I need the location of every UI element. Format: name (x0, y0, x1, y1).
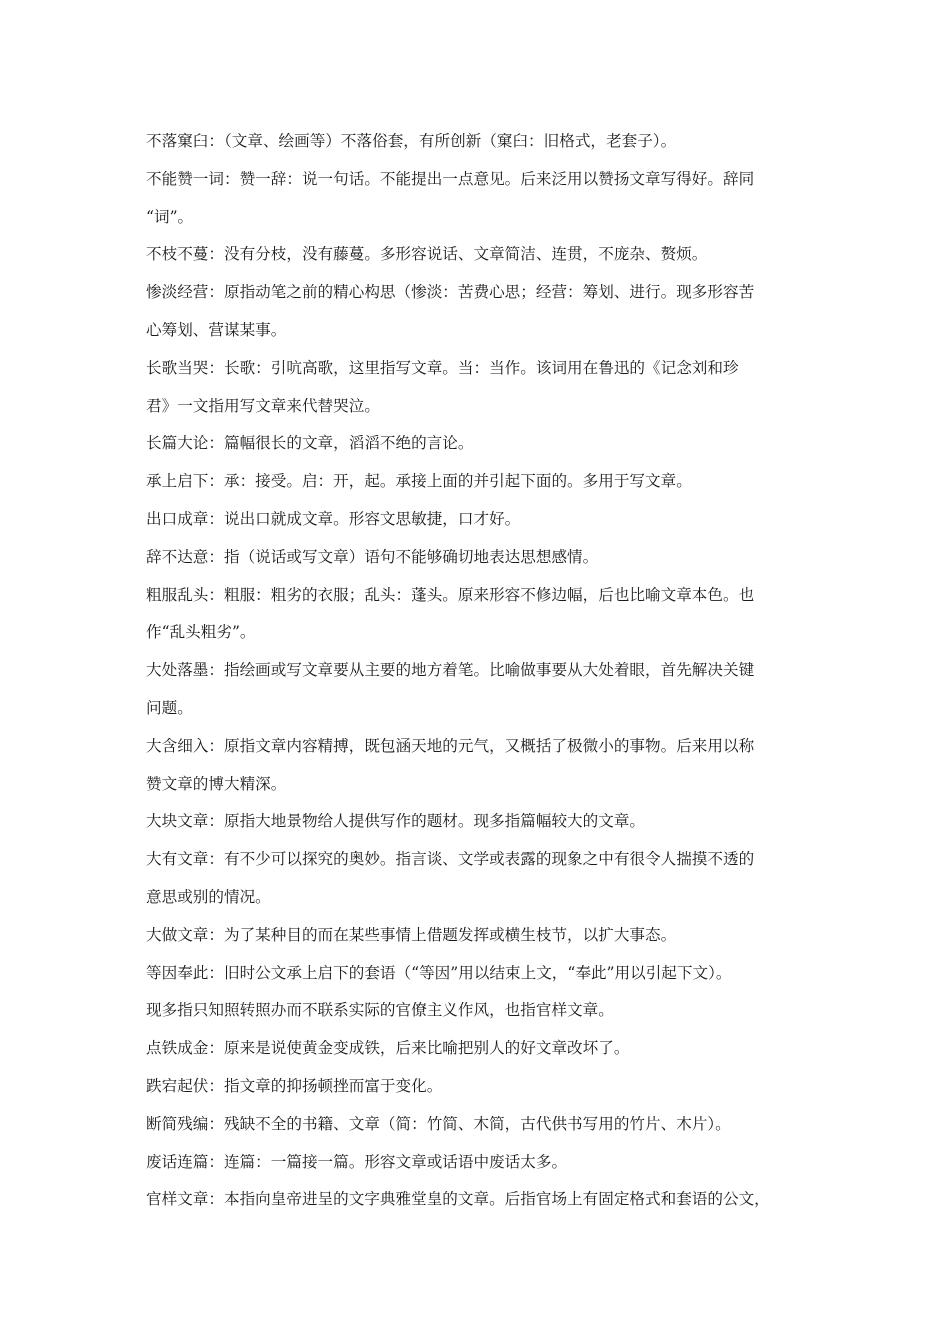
text-line: 粗服乱头：粗服：粗劣的衣服；乱头：蓬头。原来形容不修边幅，后也比喻文章本色。也 (146, 585, 755, 604)
text-line: 作“乱头粗劣”。 (146, 623, 256, 642)
text-line: 现多指只知照转照办而不联系实际的官僚主义作风，也指官样文章。 (146, 1001, 614, 1020)
text-line: 断简残编：残缺不全的书籍、文章（简：竹简、木简，古代供书写用的竹片、木片）。 (146, 1114, 731, 1133)
text-line: 大块文章：原指大地景物给人提供写作的题材。现多指篇幅较大的文章。 (146, 812, 646, 831)
text-line: 问题。 (146, 698, 193, 717)
text-line: 承上启下：承：接受。启：开，起。承接上面的并引起下面的。多用于写文章。 (146, 472, 692, 491)
text-line: “词”。 (146, 207, 194, 226)
text-line: 不枝不蔓：没有分枝，没有藤蔓。多形容说话、文章简洁、连贯，不庞杂、赘烦。 (146, 245, 708, 264)
text-line: 长歌当哭：长歌：引吭高歌，这里指写文章。当：当作。该词用在鲁迅的《记念刘和珍 (146, 358, 739, 377)
text-line: 意思或别的情况。 (146, 887, 271, 906)
text-line: 等因奉此：旧时公文承上启下的套语（“等因”用以结束上文，“奉此”用以引起下文）。 (146, 963, 732, 982)
text-line: 大有文章：有不少可以探究的奥妙。指言谈、文学或表露的现象之中有很令人揣摸不透的 (146, 850, 755, 869)
text-line: 废话连篇：连篇：一篇接一篇。形容文章或话语中废话太多。 (146, 1152, 568, 1171)
text-line: 不落窠臼：（文章、绘画等）不落俗套，有所创新（窠臼：旧格式，老套子）。 (146, 132, 677, 150)
text-line: 大做文章：为了某种目的而在某些事情上借题发挥或横生枝节，以扩大事态。 (146, 925, 677, 944)
text-line: 惨淡经营：原指动笔之前的精心构思（惨淡：苦费心思；经营：筹划、进行。现多形容苦 (146, 283, 755, 302)
text-line: 长篇大论：篇幅很长的文章，滔滔不绝的言论。 (146, 434, 474, 453)
text-line: 不能赞一词：赞一辞：说一句话。不能提出一点意见。后来泛用以赞扬文章写得好。辞同 (146, 169, 755, 188)
document-body (146, 123, 814, 1219)
text-line: 赞文章的博大精深。 (146, 774, 287, 793)
text-line: 点铁成金：原来是说使黄金变成铁，后来比喻把别人的好文章改坏了。 (146, 1039, 630, 1058)
text-line: 心筹划、营谋某事。 (146, 320, 287, 339)
text-line: 大处落墨：指绘画或写文章要从主要的地方着笔。比喻做事要从大处着眼，首先解决关键 (146, 661, 755, 680)
text-line: 出口成章：说出口就成文章。形容文思敏捷，口才好。 (146, 509, 521, 528)
text-line: 辞不达意：指（说话或写文章）语句不能够确切地表达思想感情。 (146, 547, 599, 566)
text-line: 跌宕起伏：指文章的抑扬顿挫而富于变化。 (146, 1076, 443, 1095)
text-line: 君》一文指用写文章来代替哭泣。 (146, 396, 380, 415)
text-line: 大含细入：原指文章内容精搏，既包涵天地的元气，又概括了极微小的事物。后来用以称 (146, 736, 755, 755)
text-line: 官样文章：本指向皇帝进呈的文字典雅堂皇的文章。后指官场上有固定格式和套语的公文， (146, 1190, 770, 1209)
